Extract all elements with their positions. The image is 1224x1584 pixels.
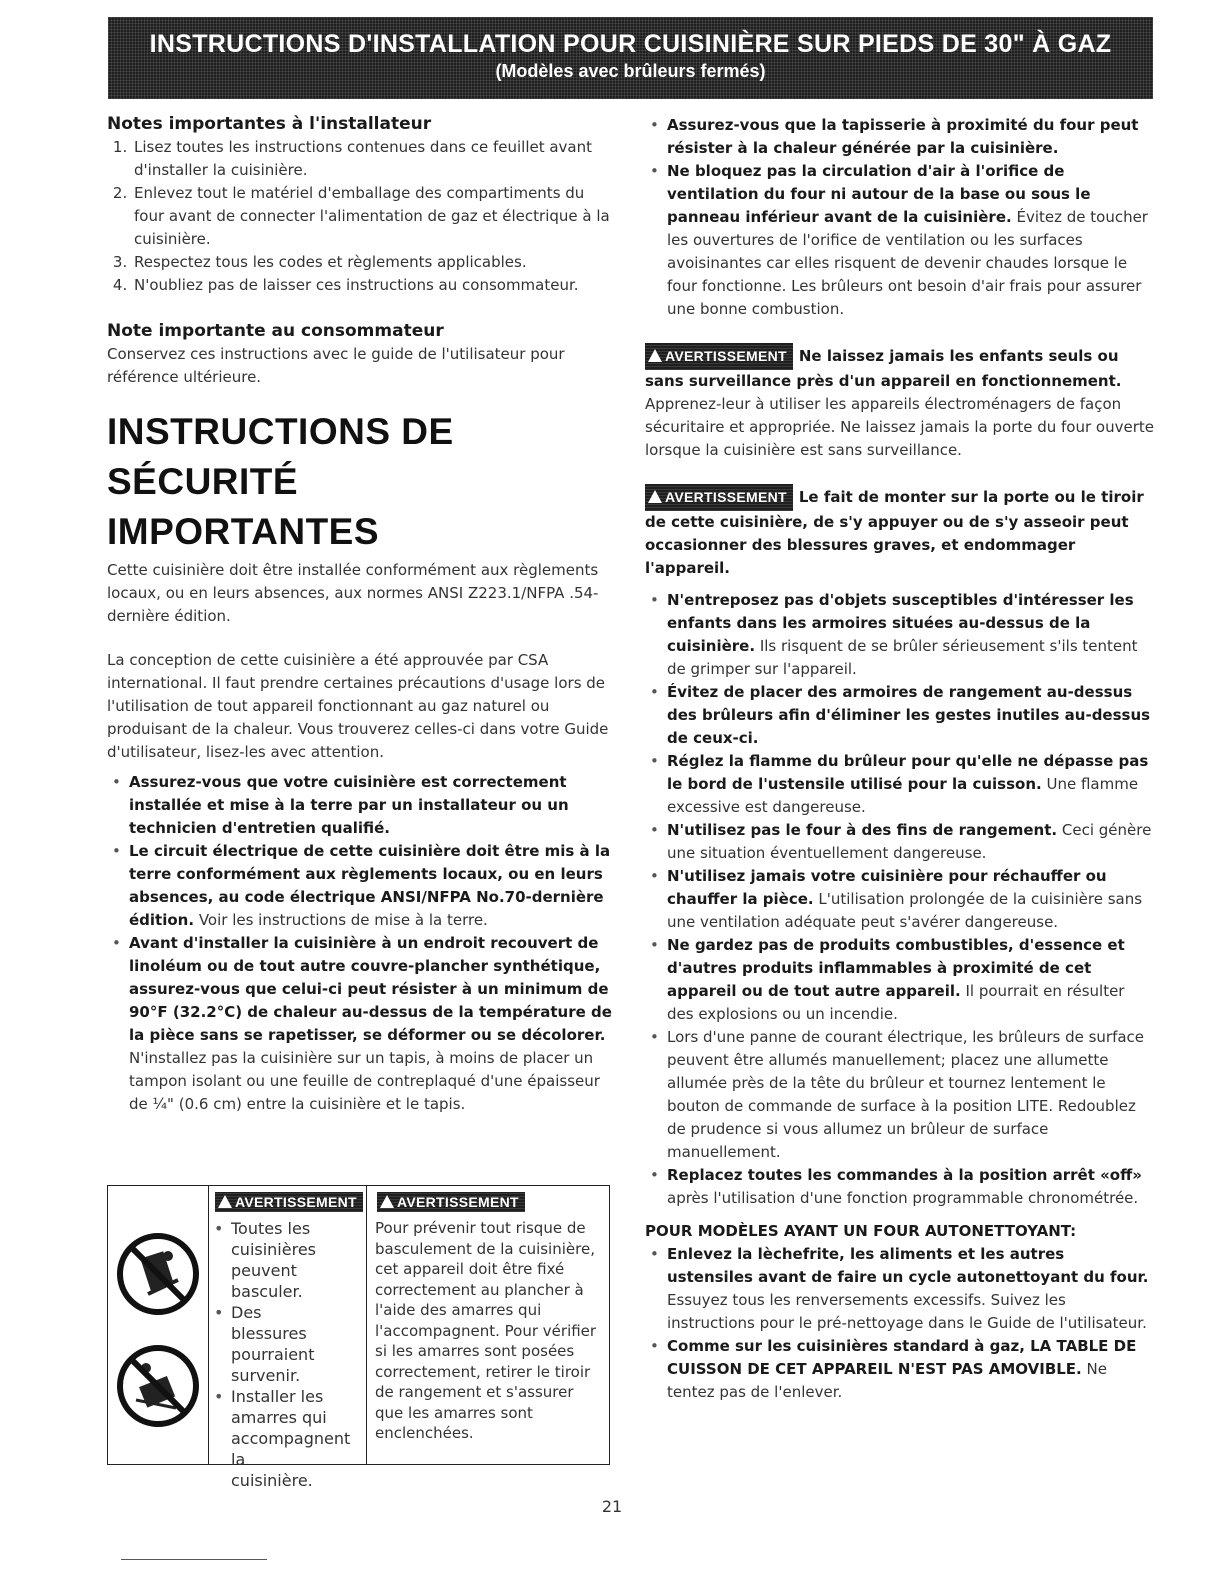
list-item: • Assurez-vous que votre cuisinière est correctement installée et mise à la terre par un installateur ou un technicien d'entretien qualifié. [107,771,615,840]
warning-text-column [366,1186,610,1464]
right-bullets-mid [645,589,1155,1210]
tip-over-warning-box [107,1185,610,1490]
list-item: • Toutes les cuisinières peuvent basculer. [209,1218,467,1302]
page-number: 21 [601,1497,623,1516]
self-clean-heading: POUR MODÈLES AYANT UN FOUR AUTONETTOYANT: [645,1222,1077,1240]
page-title: INSTRUCTIONS D'INSTALLATION POUR CUISINIÈRE SUR PIEDS DE 30" À GAZ [149,30,1112,58]
warning-label: AVERTISSEMENT [645,484,793,511]
safety-title-line2: IMPORTANTES [107,511,380,552]
list-item: • Ne bloquez pas la circulation d'air à l'orifice de ventilation du four ni autour de la base ou sous le panneau inférieur avant de la cuisinière. Évitez de toucher les ouvertures de l'orifice de ventilation ou les surfaces avoisinantes car elles risquent de devenir chaudes lorsque le four fonctionne. Les brûleurs ont besoin d'air frais pour assurer une bonne combustion. [645,160,1155,321]
safety-title-line1: INSTRUCTIONS DE SÉCURITÉ [107,411,454,502]
warning-label: AVERTISSEMENT [215,1192,363,1212]
list-item: • N'entreposez pas d'objets susceptibles d'intéresser les enfants dans les armoires situées au-dessus de la cuisinière. Ils risquent de se brûler sérieusement s'ils tentent de grimper sur l'appareil. [645,589,1155,681]
consumer-note-text: Conservez ces instructions avec le guide de l'utilisateur pour référence ultérieure. [107,345,565,386]
list-item: • N'utilisez pas le four à des fins de rangement. Ceci génère une situation éventuellement dangereuse. [645,819,1155,865]
warning-triangle-icon [380,1195,394,1208]
safety-bullets [107,771,615,1116]
list-item: • Comme sur les cuisinières standard à gaz, LA TABLE DE CUISSON DE CET APPAREIL N'EST PAS AMOVIBLE. Ne tentez pas de l'enlever. [645,1335,1155,1404]
list-item: • Réglez la flamme du brûleur pour qu'elle ne dépasse pas le bord de l'ustensile utilisé pour la cuisson. Une flamme excessive est dangereuse. [645,750,1155,819]
safety-para-2: La conception de cette cuisinière a été approuvée par CSA international. Il faut prendre certaines précautions d'usage lors de l'utilisation de tout appareil fonctionnant au gaz naturel ou produisant de la chaleur. Vous trouverez celles-ci dans votre Guide d'utilisateur, lisez-les avec attention. [107,651,609,761]
warning-text: Pour prévenir tout risque de basculement de la cuisinière, cet appareil doit être fixé correctement au plancher à l'aide des amarres qui l'accompagnent. Pour vérifier si les amarres sont posées correctement, retirer le tiroir de rangement et s'assurer que les amarres sont enclenchées. [375,1219,597,1442]
title-banner [108,17,1153,99]
list-item: • N'utilisez jamais votre cuisinière pour réchauffer ou chauffer la pièce. L'utilisation prolongée de la cuisinière sans une ventilation adéquate peut s'avérer dangereuse. [645,865,1155,934]
warning-triangle-icon [648,490,662,503]
right-bullets-bottom [645,1243,1155,1404]
list-item: • Avant d'installer la cuisinière à un endroit recouvert de linoléum ou de tout autre couvre-plancher synthétique, assurez-vous que celui-ci peut résister à un minimum de 90°F (32.2°C) de chaleur au-dessus de la température de la pièce sans se rapetisser, se déformer ou se décolorer. N'installez pas la cuisinière sur un tapis, à moins de placer un tampon isolant ou une feuille de contreplaqué d'une épaisseur de ¼" (0.6 cm) entre la cuisinière et le tapis. [107,932,615,1116]
list-item: • Des blessures pourraient survenir. [209,1302,467,1386]
warning-icons [108,1186,208,1464]
warning-label: AVERTISSEMENT [645,343,793,370]
list-item: • Assurez-vous que la tapisserie à proximité du four peut résister à la chaleur générée par la cuisinière. [645,114,1155,160]
list-item: 4. N'oubliez pas de laisser ces instructions au consommateur. [132,274,615,297]
list-item: • Évitez de placer des armoires de rangement au-dessus des brûleurs afin d'éliminer les gestes inutiles au-dessus de ceux-ci. [645,681,1155,750]
warning-children: AVERTISSEMENT Ne laissez jamais les enfants seuls ou sans surveillance près d'un appareil en fonctionnement. Apprenez-leur à utiliser les appareils électroménagers de façon sécuritaire et appropriée. Ne laissez jamais la porte du four ouverte lorsque la cuisinière est sans surveillance. [645,343,1155,462]
left-column [107,114,615,1116]
warning-triangle-icon [218,1195,232,1208]
page-subtitle: (Modèles avec brûleurs fermés) [495,61,766,81]
installer-notes-list [107,136,615,297]
list-item: • Le circuit électrique de cette cuisinière doit être mis à la terre conformément aux règlements locaux, ou en leurs absences, au code électrique ANSI/NFPA No.70-dernière édition. Voir les instructions de mise à la terre. [107,840,615,932]
right-column [645,114,1155,1404]
no-climbing-icon [120,1348,196,1424]
list-item: • Replacez toutes les commandes à la position arrêt «off» après l'utilisation d'une fonction programmable chronométrée. [645,1164,1155,1210]
footer-rule [121,1559,267,1560]
list-item: • Enlevez la lèchefrite, les aliments et les autres ustensiles avant de faire un cycle autonettoyant du four. Essuyez tous les renversements excessifs. Suivez les instructions pour le pré-nettoyage dans le Guide de l'utilisateur. [645,1243,1155,1335]
list-item: • Ne gardez pas de produits combustibles, d'essence et d'autres produits inflammables à proximité de cet appareil ou de tout autre appareil. Il pourrait en résulter des explosions ou un incendie. [645,934,1155,1026]
no-tip-over-icon [108,1186,208,1464]
warning-climbing: AVERTISSEMENT Le fait de monter sur la porte ou le tiroir de cette cuisinière, de s'y appuyer ou de s'y asseoir peut occasionner des blessures graves, et endommager l'appareil. [645,484,1155,580]
safety-title [107,407,615,557]
list-item: • Lors d'une panne de courant électrique, les brûleurs de surface peuvent être allumés manuellement; placez une allumette allumée près de la tête du brûleur et tournez lentement le bouton de commande de surface à la position LITE. Redoublez de prudence si vous allumez un brûleur de surface manuellement. [645,1026,1155,1164]
installer-notes-heading: Notes importantes à l'installateur [107,114,432,134]
safety-para-1: Cette cuisinière doit être installée conformément aux règlements locaux, ou en leurs absences, aux normes ANSI Z223.1/NFPA .54- dernière édition. [107,561,599,625]
list-item: 3. Respectez tous les codes et règlements applicables. [132,251,615,274]
list-item: 1. Lisez toutes les instructions contenues dans ce feuillet avant d'installer la cuisinière. [132,136,615,182]
right-bullets-top [645,114,1155,321]
consumer-note-heading: Note importante au consommateur [107,321,444,341]
warning-label: AVERTISSEMENT [377,1192,525,1212]
list-item: • Installer les amarres qui accompagnent la cuisinière. [209,1386,467,1491]
list-item: 2. Enlevez tout le matériel d'emballage des compartiments du four avant de connecter l'alimentation de gaz et électrique à la cuisinière. [132,182,615,251]
warning-triangle-icon [648,349,662,362]
